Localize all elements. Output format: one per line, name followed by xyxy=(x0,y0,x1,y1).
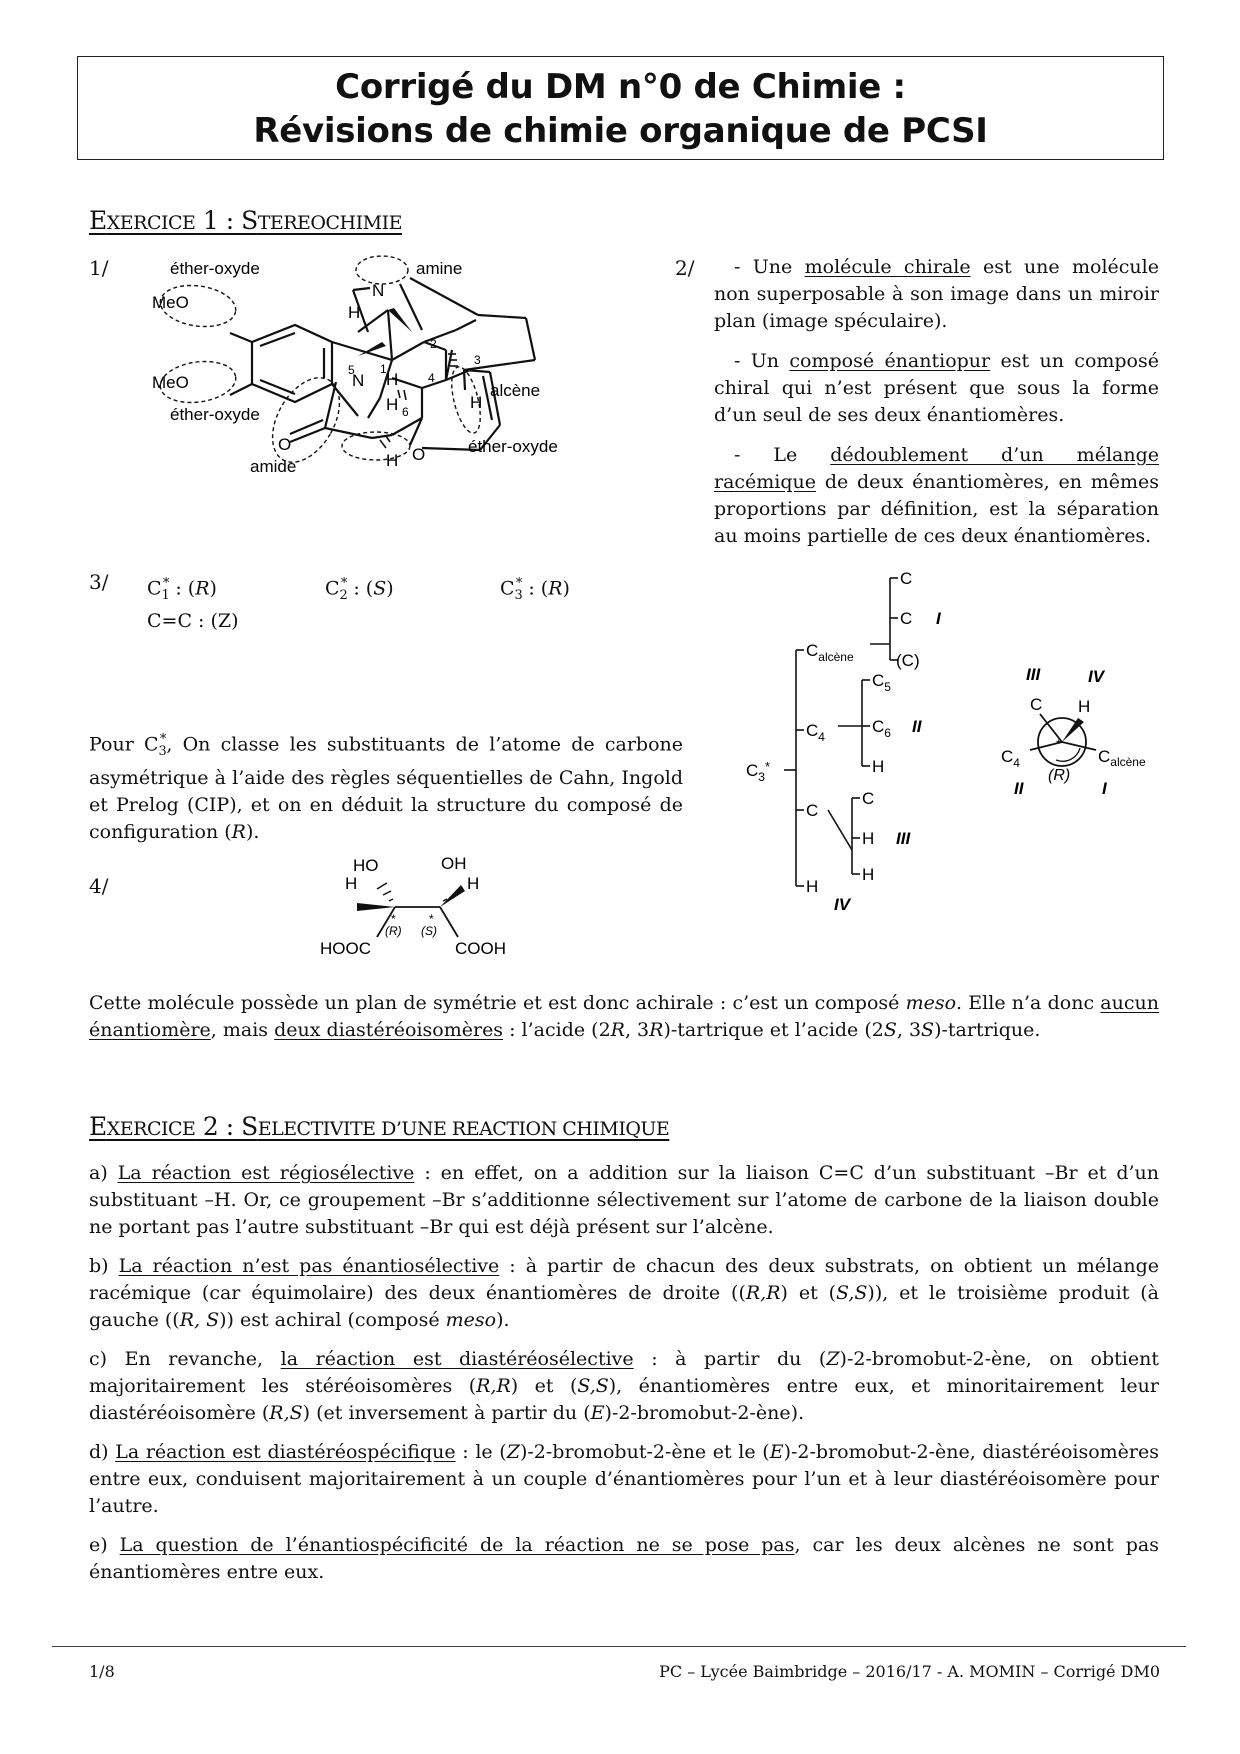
tree-c-h1: H xyxy=(862,829,875,848)
cip-tree-diagram xyxy=(740,560,1000,920)
tree-alk-cp: (C) xyxy=(896,651,920,670)
q2-chiral-definition: - Une molécule chirale est une molécule non superposable à son image dans un miroir plan (image spéculaire). xyxy=(714,256,1159,332)
configuration-projection-diagram xyxy=(1000,665,1170,810)
amide-label: amide xyxy=(250,457,297,476)
molecule-structure-diagram xyxy=(152,259,640,540)
tart-star-1: * xyxy=(391,912,396,926)
c1-number: 1 xyxy=(380,362,387,376)
tree-rank-II: II xyxy=(912,717,922,736)
title-box xyxy=(77,56,1164,160)
c5-number: 5 xyxy=(348,363,355,377)
q3-double-bond-config: C=C : (Z) xyxy=(147,610,239,632)
q3-cip-explanation: Pour $C_3^*$, On classe les substituants de l’atome de carbone asymétrique à l’aide des règles séquentielles de Cahn, Ingold et Prelog (CIP), et on en déduit la structure du composé de configuration (R). xyxy=(89,732,683,844)
exercise2-part-b: b) La réaction n’est pas énantiosélective : à partir de chacun des deux substrats, on obtient un mélange racémique (car équimolaire) des deux énantiomères de droite ((R,R) et (S,S)), et le troisième produit (à gauche ((R, S)) est achiral (composé meso). xyxy=(89,1255,1159,1331)
exercise2-heading: EXERCICE 2 : SELECTIVITE D’UNE REACTION CHIMIQUE xyxy=(89,1112,670,1141)
tart-h1: H xyxy=(345,874,358,893)
exercise2-part-e: e) La question de l’énantiospécificité de la réaction ne se pose pas, car les deux alcènes ne sont pas énantiomères entre eux. xyxy=(89,1534,1159,1583)
meo-2-label: MeO xyxy=(152,373,189,392)
proj-star: * xyxy=(1056,737,1061,751)
h-label-1: H xyxy=(348,303,361,322)
h-label-2: H xyxy=(386,370,399,389)
tree-alkene-carbon: $C_{alcène}$ xyxy=(806,641,854,664)
h-label-5: H xyxy=(386,451,399,470)
q3-c3-config: $C_3^*$ : (R) xyxy=(500,576,570,604)
footer-course-info: PC – Lycée Baimbridge – 2016/17 - A. MOMIN – Corrigé DM0 xyxy=(659,1662,1160,1681)
n-top-label: N xyxy=(372,281,385,300)
ether-label-1: éther-oxyde xyxy=(170,259,260,278)
tree-alk-c2: C xyxy=(900,609,913,628)
tart-oh: OH xyxy=(441,854,467,873)
proj-rank-IV: IV xyxy=(1088,667,1105,686)
exercise2-part-a: a) La réaction est régiosélective : en effet, on a addition sur la liaison C=C d’un substituant –Br et d’un substituant –H. Or, ce groupement –Br s’additionne sélectivement sur l’atome de carbone de la liaison double ne portant pas l’autre substituant –Br qui est déjà présent sur l’alcène. xyxy=(89,1162,1160,1238)
proj-calk: $C_{alcène}$ xyxy=(1098,747,1146,769)
n-mid-label: N xyxy=(352,371,365,390)
proj-c: C xyxy=(1030,695,1043,714)
question-4-number: 4/ xyxy=(89,874,109,898)
question-3-number: 3/ xyxy=(89,570,109,594)
tree-c-c: C xyxy=(862,789,875,808)
c4-number: 4 xyxy=(428,371,435,385)
tree-h: H xyxy=(806,877,819,896)
tartaric-acid-structure xyxy=(315,855,525,965)
page-title xyxy=(78,65,1163,153)
footer-divider xyxy=(52,1646,1186,1647)
tree-c: C xyxy=(806,801,819,820)
question-1-number: 1/ xyxy=(89,256,109,280)
footer-page-number: 1/8 xyxy=(89,1662,115,1681)
c3-number: 3 xyxy=(474,353,481,367)
proj-rank-I: I xyxy=(1102,779,1107,798)
ether-label-2: éther-oxyde xyxy=(170,405,260,424)
tart-h2: H xyxy=(467,874,480,893)
proj-h: H xyxy=(1078,697,1091,716)
tree-c5: $C_5$ xyxy=(872,671,891,694)
q2-enantiopure-definition: - Un composé énantiopur est un composé chiral qui n’est présent que sous la forme d’un seul de ses deux énantiomères. xyxy=(714,350,1159,426)
amine-label: amine xyxy=(416,259,463,278)
tart-r: (R) xyxy=(385,924,402,938)
exercise1-heading: EXERCICE 1 : STEREOCHIMIE xyxy=(89,206,402,235)
tree-rank-III: III xyxy=(896,829,911,848)
tree-c4-h: H xyxy=(872,757,885,776)
q4-meso-explanation: Cette molécule possède un plan de symétrie et est donc achirale : c’est un composé meso. Elle n’a donc aucun énantiomère, mais deux diastéréoisomères : l’acide (2R, 3R)-tartrique et l’acide (2S, 3S)-tartrique. xyxy=(89,992,1159,1041)
o-ring-label: O xyxy=(412,445,426,464)
q3-c2-config: $C_2^*$ : (S) xyxy=(325,576,394,604)
proj-conf: (R) xyxy=(1048,767,1071,784)
c6-number: 6 xyxy=(402,405,409,419)
tart-cooh: COOH xyxy=(455,939,506,958)
proj-rank-II: II xyxy=(1014,779,1024,798)
exercise2-part-d: d) La réaction est diastéréospécifique : le (Z)-2-bromobut-2-ène et le (E)-2-bromobut-2-ène, diastéréoisomères entre eux, conduisent majoritairement à un couple d’énantiomères pour l’un et à leur diastéréoisomère pour l’autre. xyxy=(89,1441,1159,1517)
tart-hooc: HOOC xyxy=(320,939,371,958)
tree-c-h2: H xyxy=(862,865,875,884)
question-2-number: 2/ xyxy=(675,256,695,280)
tree-alk-c1: C xyxy=(900,569,913,588)
ether-label-3: éther-oxyde xyxy=(468,437,558,456)
meo-1-label: MeO xyxy=(152,293,189,312)
tart-star-2: * xyxy=(429,912,434,926)
q3-c1-config: $C_1^*$ : (R) xyxy=(147,576,217,604)
h-label-3: H xyxy=(386,395,399,414)
tree-rank-I: I xyxy=(936,609,941,628)
title-line-2: Révisions de chimie organique de PCSI xyxy=(253,111,988,151)
proj-c4: $C_4$ xyxy=(1001,747,1020,770)
q2-resolution-definition: - Le dédoublement d’un mélange racémique de deux énantiomères, en mêmes proportions par définition, est la séparation au moins partielle de ces deux énantiomères. xyxy=(714,444,1159,547)
proj-rank-III: III xyxy=(1026,665,1041,684)
title-line-1: Corrigé du DM n°0 de Chimie : xyxy=(335,67,906,107)
exercise2-part-c: c) En revanche, la réaction est diastéréosélective : à partir du (Z)-2-bromobut-2-ène, on obtient majoritairement les stéréoisomères (R,R) et (S,S), énantiomères entre eux, et minoritairement leur diastéréoisomère (R,S) (et inversement à partir du (E)-2-bromobut-2-ène). xyxy=(89,1348,1159,1424)
o-carbonyl-label: O xyxy=(278,435,292,454)
c2-number: 2 xyxy=(430,337,437,351)
alkene-label: alcène xyxy=(490,381,541,400)
tree-root: $C_3^*$ xyxy=(746,759,771,784)
tart-s: (S) xyxy=(421,924,437,938)
tree-c4: $C_4$ xyxy=(806,721,825,744)
tree-c6: $C_6$ xyxy=(872,717,891,740)
h-label-4: H xyxy=(470,393,483,412)
tree-rank-IV: IV xyxy=(834,895,851,914)
tart-ho: HO xyxy=(353,856,379,875)
